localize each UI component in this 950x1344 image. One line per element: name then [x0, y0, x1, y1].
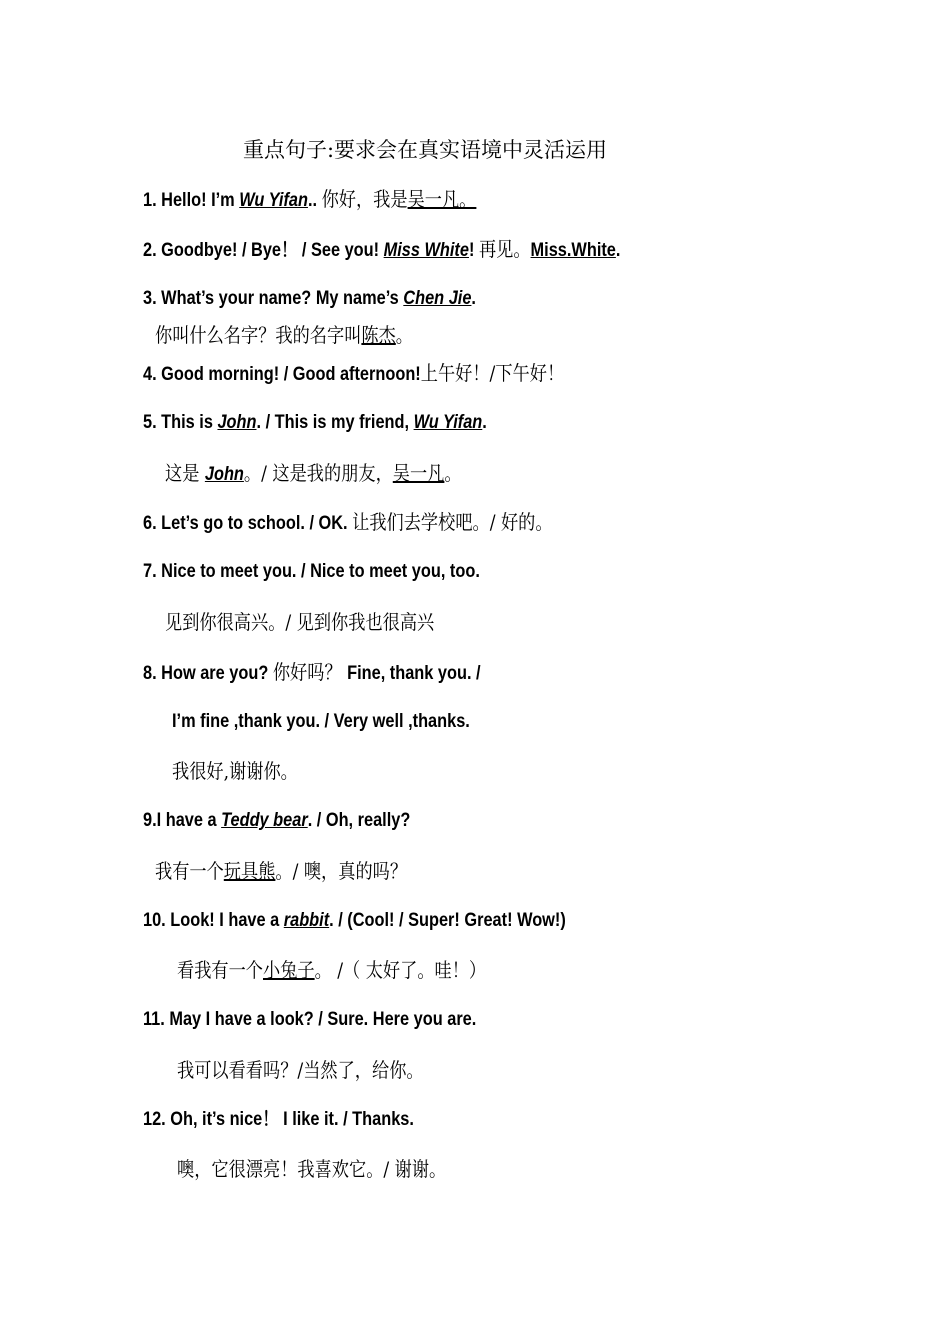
chinese-text: 再见。: [478, 237, 531, 261]
text: !: [468, 240, 479, 261]
text: 10. Look! I have a: [143, 910, 284, 931]
sentence-6: [143, 508, 553, 538]
chinese-text: 你好吗？: [272, 660, 348, 684]
sentence-9: [143, 807, 410, 835]
text: 7. Nice to meet you. / Nice to meet you, too.: [143, 561, 480, 582]
text: 6. Let’s go to school. / OK.: [143, 513, 353, 534]
sentence-3-translation: [155, 321, 413, 351]
sentence-8: [143, 658, 481, 688]
text: . / Oh, really?: [307, 810, 411, 831]
name-highlight: John: [204, 464, 244, 485]
chinese-text: 上午好！/下午好！: [420, 361, 565, 385]
text: 1. Hello! I’m: [143, 190, 240, 211]
sentence-5-translation: [165, 459, 462, 489]
sentence-11-translation: [177, 1056, 424, 1086]
sentence-5: [143, 409, 487, 437]
sentence-9-translation: [155, 857, 407, 887]
text: 2. Goodbye! / Bye！ / See you!: [143, 240, 384, 261]
text: .: [471, 288, 476, 309]
text: . / (Cool! / Super! Great! Wow!): [329, 910, 566, 931]
chinese-text: 让我们去学校吧。/ 好的。: [352, 510, 553, 534]
text: I’m fine ,thank you. / Very well ,thanks.: [172, 711, 470, 732]
text: 4. Good morning! / Good afternoon!: [143, 364, 421, 385]
chinese-text: 我可以看看吗？/当然了，给你。: [177, 1058, 424, 1082]
name-highlight: Miss White: [383, 240, 469, 261]
sentence-10: [143, 907, 566, 935]
chinese-text: 你好，我是: [321, 187, 408, 211]
chinese-text: 看我有一个: [177, 958, 263, 982]
chinese-highlight: 小兔子: [263, 958, 315, 982]
sentence-7-translation: [165, 608, 434, 638]
chinese-highlight: 吴一凡。: [407, 187, 477, 211]
sentence-7: [143, 558, 480, 586]
name-highlight: rabbit: [283, 910, 330, 931]
text: . / This is my friend,: [256, 412, 414, 433]
chinese-text: 噢，它很漂亮！我喜欢它。/ 谢谢。: [177, 1157, 447, 1181]
text: 12. Oh, it’s nice！ I like it. / Thanks.: [143, 1109, 414, 1130]
chinese-highlight: 玩具熊: [223, 859, 276, 883]
chinese-text: 见到你很高兴。/ 见到你我也很高兴: [165, 610, 435, 634]
sentence-11: [143, 1006, 476, 1034]
name-highlight: Wu Yifan: [239, 190, 308, 211]
text: Fine, thank you. /: [347, 663, 481, 684]
sentence-4: [143, 359, 564, 389]
chinese-text: 我有一个: [155, 859, 224, 883]
chinese-text: 。/ 这是我的朋友，: [243, 461, 393, 485]
text: 3. What’s your name? My name’s: [143, 288, 404, 309]
sentence-10-translation: [177, 956, 486, 986]
chinese-text: 你叫什么名字？我的名字叫: [155, 323, 362, 347]
name-highlight: Teddy bear: [221, 810, 308, 831]
chinese-text: 。: [395, 323, 413, 347]
text: .: [482, 412, 487, 433]
name-highlight: Wu Yifan: [413, 412, 483, 433]
sentence-12: [143, 1106, 414, 1134]
sentence-1: [143, 185, 476, 215]
text: .: [615, 240, 621, 261]
chinese-text: 。/ 噢，真的吗？: [275, 859, 408, 883]
chinese-text: 这是: [165, 461, 205, 485]
text: 9.I have a: [143, 810, 222, 831]
sentence-3: [143, 285, 476, 313]
sentence-8-continued: [172, 708, 470, 736]
chinese-highlight: 吴一凡: [392, 461, 445, 485]
sentence-2: [143, 235, 620, 265]
name-underlined: Miss.White: [530, 240, 616, 261]
page-title: 重点句子:要求会在真实语境中灵活运用: [242, 138, 608, 162]
chinese-highlight: 陈杰: [361, 323, 396, 347]
text: 5. This is: [143, 412, 218, 433]
text: ..: [307, 190, 322, 211]
name-highlight: Chen Jie: [403, 288, 472, 309]
sentence-12-translation: [177, 1155, 446, 1185]
chinese-text: 。 /（ 太好了。哇！）: [314, 958, 487, 982]
text: 11. May I have a look? / Sure. Here you are.: [143, 1009, 477, 1030]
chinese-text: 我很好,谢谢你。: [172, 759, 298, 783]
name-highlight: John: [217, 412, 257, 433]
text: 8. How are you?: [143, 663, 273, 684]
sentence-8-translation: [172, 757, 298, 787]
chinese-text: 。: [444, 461, 462, 485]
